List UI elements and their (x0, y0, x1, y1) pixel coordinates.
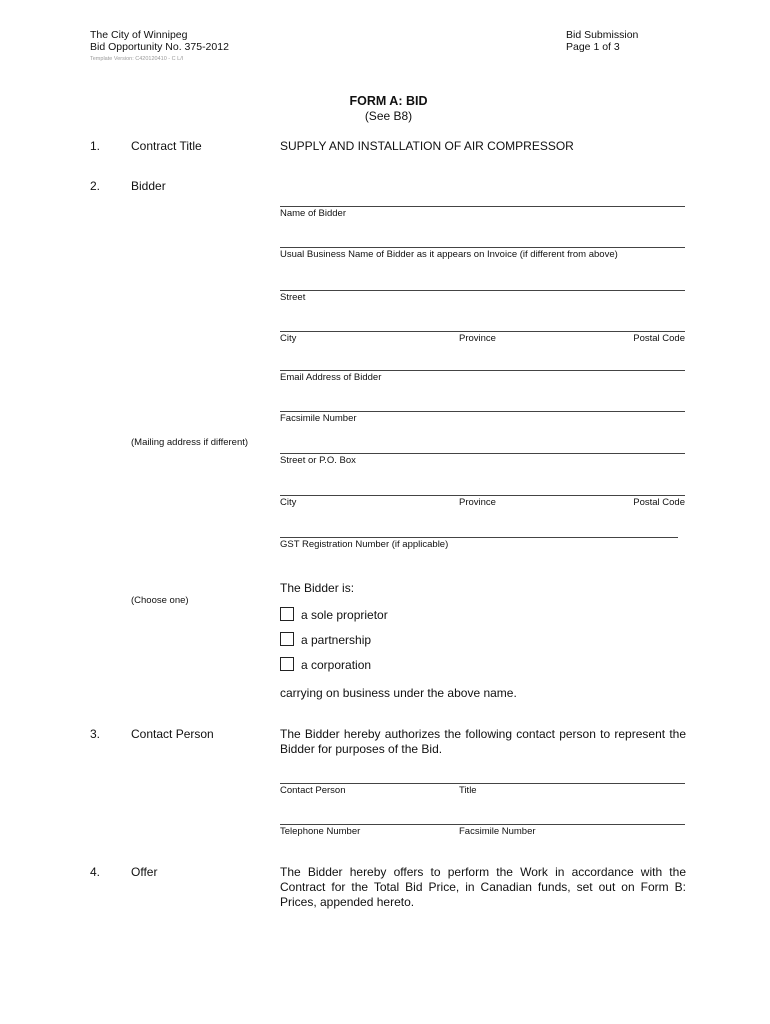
mailing-province-label: Province (459, 497, 496, 508)
choose-one-note: (Choose one) (131, 595, 189, 606)
street-line[interactable] (280, 290, 685, 291)
mailing-address-note: (Mailing address if different) (131, 437, 249, 448)
street-po-line[interactable] (280, 453, 685, 454)
contact-person-label: Contact Person (280, 785, 346, 796)
section-1-number: 1. (90, 139, 101, 153)
mailing-city-label: City (280, 497, 297, 508)
bidder-is-heading: The Bidder is: (280, 581, 355, 595)
postal-code-label: Postal Code (633, 333, 685, 344)
partnership-checkbox[interactable] (280, 632, 294, 646)
section-3-label: Contact Person (131, 727, 214, 741)
gst-line[interactable] (280, 537, 678, 538)
bidder-name-label: Name of Bidder (280, 208, 347, 219)
section-1-label: Contract Title (131, 139, 202, 153)
contact-authorization-text: The Bidder hereby authorizes the following contact person to represent the Bidder for purposes of the Bid. (280, 727, 686, 756)
email-label: Email Address of Bidder (280, 372, 382, 383)
fax-line[interactable] (280, 411, 685, 412)
corporation-checkbox[interactable] (280, 657, 294, 671)
contact-person-line[interactable] (280, 783, 685, 784)
header-org: The City of Winnipeg (90, 29, 188, 41)
form-title: FORM A: BID (349, 94, 428, 108)
sole-proprietor-label: a sole proprietor (301, 608, 388, 622)
contact-title-label: Title (459, 785, 477, 796)
usual-name-label: Usual Business Name of Bidder as it appears on Invoice (if different from above) (280, 249, 618, 260)
header-page-number: Page 1 of 3 (566, 41, 620, 53)
email-line[interactable] (280, 370, 685, 371)
telephone-fax-line[interactable] (280, 824, 685, 825)
header-submission: Bid Submission (566, 29, 639, 41)
section-2-label: Bidder (131, 179, 166, 193)
section-4-number: 4. (90, 865, 101, 879)
usual-name-line[interactable] (280, 247, 685, 248)
offer-text: The Bidder hereby offers to perform the Work in accordance with the Contract for the Total Bid Price, in Canadian funds, set out on Form B: Prices, appended hereto. (280, 865, 686, 909)
city-province-postal-line[interactable] (280, 331, 685, 332)
header-bid-number: Bid Opportunity No. 375-2012 (90, 41, 229, 53)
mailing-postal-code-label: Postal Code (633, 497, 685, 508)
fax-label: Facsimile Number (280, 413, 357, 424)
province-label: Province (459, 333, 496, 344)
mailing-city-line[interactable] (280, 495, 685, 496)
section-2-number: 2. (90, 179, 101, 193)
street-label: Street (280, 292, 306, 303)
gst-label: GST Registration Number (if applicable) (280, 539, 449, 550)
header-template-version: Template Version: C420120410 - C L/I (90, 56, 184, 62)
section-3-number: 3. (90, 727, 101, 741)
contact-fax-label: Facsimile Number (459, 826, 536, 837)
city-label: City (280, 333, 297, 344)
street-po-label: Street or P.O. Box (280, 455, 356, 466)
carrying-on-business-text: carrying on business under the above name. (280, 686, 517, 700)
partnership-label: a partnership (301, 633, 372, 647)
section-4-label: Offer (131, 865, 158, 879)
contract-title-value: SUPPLY AND INSTALLATION OF AIR COMPRESSOR (280, 139, 574, 153)
telephone-number-label: Telephone Number (280, 826, 361, 837)
form-subtitle: (See B8) (364, 109, 413, 123)
corporation-label: a corporation (301, 658, 372, 672)
bidder-name-line[interactable] (280, 206, 685, 207)
sole-proprietor-checkbox[interactable] (280, 607, 294, 621)
